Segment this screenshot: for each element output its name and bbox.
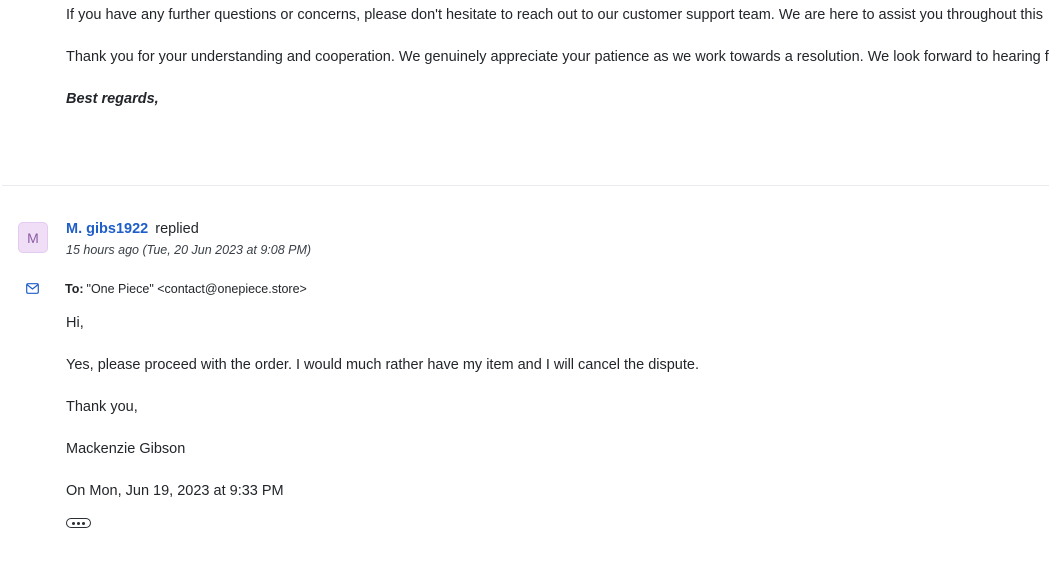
ellipsis-icon bbox=[72, 522, 75, 525]
author-link[interactable]: M. gibs1922 bbox=[66, 221, 149, 237]
ellipsis-icon bbox=[82, 522, 85, 525]
message-divider bbox=[2, 185, 1049, 186]
reply-timestamp: 15 hours ago (Tue, 20 Jun 2023 at 9:08 PM) bbox=[66, 243, 312, 257]
reply-closing: Thank you, bbox=[66, 399, 138, 415]
recipient-label: To: bbox=[65, 282, 84, 296]
message-paragraph: If you have any further questions or concerns, please don't hesitate to reach out to our customer support team. We are here to assist you throughout this bbox=[66, 7, 1043, 23]
reply-header bbox=[66, 219, 311, 259]
recipient-address: "One Piece" <contact@onepiece.store> bbox=[86, 282, 307, 296]
author-line bbox=[66, 219, 311, 239]
reply-action-label: replied bbox=[155, 221, 199, 237]
reply-signature: Mackenzie Gibson bbox=[66, 441, 186, 457]
message-paragraph: Thank you for your understanding and cooperation. We genuinely appreciate your patience as we work towards a resolution. We look forward to hearing f bbox=[66, 49, 1049, 65]
envelope-icon bbox=[26, 283, 39, 294]
quoted-header: On Mon, Jun 19, 2023 at 9:33 PM bbox=[66, 483, 284, 499]
show-quoted-text-button[interactable] bbox=[66, 518, 91, 528]
ellipsis-icon bbox=[77, 522, 80, 525]
reply-greeting: Hi, bbox=[66, 315, 84, 331]
avatar: M bbox=[18, 222, 48, 253]
recipient-line bbox=[65, 280, 307, 298]
reply-paragraph: Yes, please proceed with the order. I would much rather have my item and I will cancel the dispute. bbox=[66, 357, 699, 373]
message-signoff: Best regards, bbox=[66, 91, 159, 107]
